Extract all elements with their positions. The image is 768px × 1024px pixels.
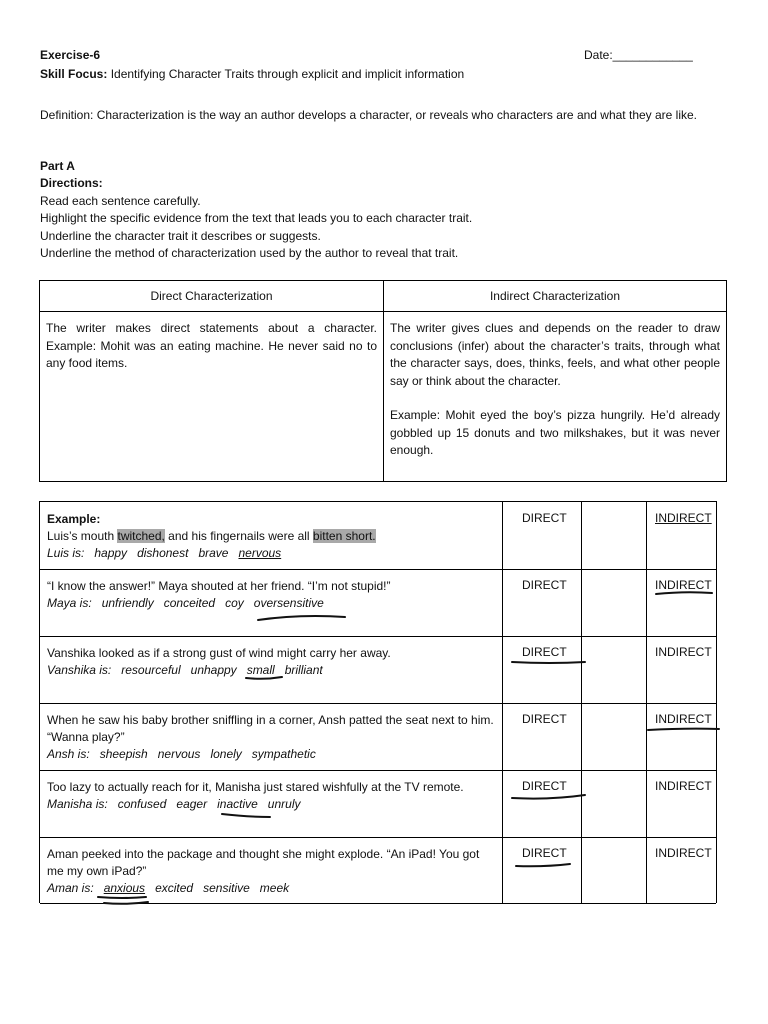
indirect-definition-example: Example: Mohit eyed the boy’s pizza hungrily. He’d already gobbled up 15 donuts and two milkshakes, but it was never enough. xyxy=(390,408,720,457)
pen-underline xyxy=(516,864,570,866)
pen-underline xyxy=(656,592,712,594)
evidence-highlight: twitched, xyxy=(117,529,165,543)
question-sentence: When he saw his baby brother sniffling in a corner, Ansh patted the seat next to him. “Wanna play?” xyxy=(47,713,494,744)
trait-lonely[interactable]: lonely xyxy=(210,747,242,761)
direct-option[interactable]: DIRECT xyxy=(522,578,567,592)
indirect-option[interactable]: INDIRECT xyxy=(655,712,712,726)
pen-underline xyxy=(246,677,282,679)
indirect-option[interactable]: INDIRECT xyxy=(655,645,712,659)
pen-underline xyxy=(98,897,146,898)
date-field: Date:____________ xyxy=(584,48,693,62)
selected-trait: nervous xyxy=(238,546,282,560)
direct-option[interactable]: DIRECT xyxy=(522,712,567,726)
skill-focus-text: Identifying Character Traits through explicit and implicit information xyxy=(107,67,465,81)
pen-underline xyxy=(104,902,148,904)
direct-option[interactable]: DIRECT xyxy=(522,511,567,525)
direct-option[interactable]: DIRECT xyxy=(522,645,567,659)
trait-anxious[interactable]: anxious xyxy=(103,881,146,895)
directions-label: Directions: xyxy=(40,176,103,190)
direct-option[interactable]: DIRECT xyxy=(522,846,567,860)
direct-header: Direct Characterization xyxy=(150,289,273,303)
direction-item: Underline the method of characterization used by the author to reveal that trait. xyxy=(40,245,459,260)
pen-underline xyxy=(222,814,270,817)
trait-options: Manisha is: confused eager inactive unruly xyxy=(47,797,301,811)
trait-options: Aman is: anxious excited sensitive meek xyxy=(47,881,290,895)
trait-options: Maya is: unfriendly conceited coy oversensitive xyxy=(47,596,324,610)
question-sentence: Too lazy to actually reach for it, Manisha just stared wishfully at the TV remote. xyxy=(47,780,464,794)
indirect-option[interactable]: INDIRECT xyxy=(655,846,712,860)
indirect-option[interactable]: INDIRECT xyxy=(655,511,712,525)
indirect-definition-text: The writer gives clues and depends on the reader to draw conclusions (infer) about the character’s traits, through what the character says, does, thinks, feels, and what other people say or think about the character. xyxy=(390,321,720,388)
exercise-title: Exercise-6 xyxy=(40,48,101,62)
pen-underline xyxy=(512,795,585,799)
skill-focus-label: Skill Focus: xyxy=(40,67,108,81)
indirect-option[interactable]: INDIRECT xyxy=(655,578,712,592)
direction-item: Underline the character trait it describes or suggests. xyxy=(40,228,321,243)
part-title: Part A xyxy=(40,159,75,173)
direct-option[interactable]: DIRECT xyxy=(522,779,567,793)
direction-item: Highlight the specific evidence from the text that leads you to each character trait. xyxy=(40,211,473,226)
trait-options: Luis is: happy dishonest brave nervous xyxy=(47,546,282,560)
example-label: Example: xyxy=(47,512,101,526)
pen-underline xyxy=(258,616,345,620)
pen-underline xyxy=(512,662,585,663)
indirect-option[interactable]: INDIRECT xyxy=(655,779,712,793)
definition: Definition: Characterization is the way an author develops a character, or reveals who characters are and what they are like. xyxy=(40,108,698,122)
trait-small[interactable]: small xyxy=(246,663,275,677)
trait-options: Ansh is: sheepish nervous lonely sympathetic xyxy=(47,747,316,761)
question-sentence: Aman peeked into the package and thought she might explode. “An iPad! You got me my own iPad?” xyxy=(47,847,480,878)
pen-underline xyxy=(648,729,719,730)
trait-oversensitive[interactable]: oversensitive xyxy=(253,596,324,610)
question-sentence: Vanshika looked as if a strong gust of wind might carry her away. xyxy=(47,646,391,660)
trait-options: Vanshika is: resourceful unhappy small brilliant xyxy=(47,663,323,677)
example-sentence: Luis’s mouth twitched, and his fingernails were all bitten short. xyxy=(47,529,376,543)
evidence-highlight: bitten short. xyxy=(312,529,376,543)
direct-definition: The writer makes direct statements about a character. Example: Mohit was an eating machine. He never said no to any food items. xyxy=(46,321,377,370)
direction-item: Read each sentence carefully. xyxy=(40,194,201,208)
indirect-header: Indirect Characterization xyxy=(489,289,621,303)
trait-inactive[interactable]: inactive xyxy=(217,797,258,811)
question-sentence: “I know the answer!” Maya shouted at her friend. “I’m not stupid!” xyxy=(47,579,391,593)
